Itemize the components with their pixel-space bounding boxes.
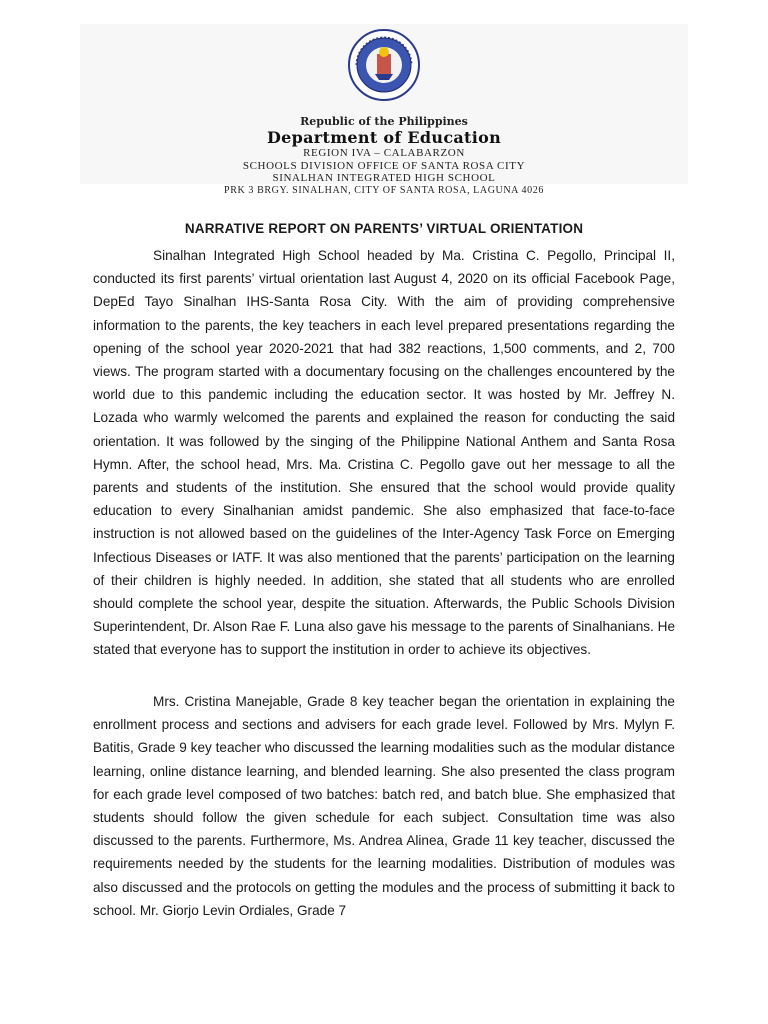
document-title: NARRATIVE REPORT ON PARENTS’ VIRTUAL ORIENTATION: [184, 221, 584, 236]
republic-line: Republic of the Philippines: [300, 115, 468, 128]
department-line: Department of Education: [266, 127, 502, 147]
paragraph-2: Mrs. Cristina Manejable, Grade 8 key teacher began the orientation in explaining the enrollment process and sections and advisers for each grade level. Followed by Mrs. Mylyn F. Batitis, Grade 9 key teacher who discussed the learning modalities such as the modular distance learning, online distance learning, and blended learning. She also presented the class program for each grade level composed of two batches: batch red, and batch blue. She emphasized that students should follow the given schedule for each subject. Consultation time was also discussed to the parents. Furthermore, Ms. Andrea Alinea, Grade 11 key teacher, discussed the requirements needed by the students for the learning modalities. Distribution of modules was also discussed and the protocols on getting the modules and the process of submitting it back to school. Mr. Giorjo Levin Ordiales, Grade 7: [93, 694, 675, 918]
address-line: PRK 3 BRGY. SINALHAN, CITY OF SANTA ROSA, LAGUNA 4026: [224, 184, 544, 196]
letterhead: [80, 24, 688, 196]
deped-seal-icon: [347, 28, 421, 102]
division-line: SCHOOLS DIVISION OFFICE OF SANTA ROSA CITY: [242, 159, 526, 172]
school-line: SINALHAN INTEGRATED HIGH SCHOOL: [272, 172, 496, 185]
paragraph-1: Sinalhan Integrated High School headed by Ma. Cristina C. Pegollo, Principal II, conducted its first parents’ virtual orientation last August 4, 2020 on its official Facebook Page, DepEd Tayo Sinalhan IHS-Santa Rosa City. With the aim of providing comprehensive information to the parents, the key teachers in each level prepared presentations regarding the opening of the school year 2020-2021 that had 382 reactions, 1,500 comments, and 2, 700 views. The program started with a documentary focusing on the challenges encountered by the world due to this pandemic including the education sector. It was hosted by Mr. Jeffrey N. Lozada who warmly welcomed the parents and explained the reason for conducting the said orientation. It was followed by the singing of the Philippine National Anthem and Santa Rosa Hymn. After, the school head, Mrs. Ma. Cristina C. Pegollo gave out her message to all the parents and students of the institution. She ensured that the school would provide quality education to every Sinalhanian amidst pandemic. She also emphasized that face-to-face instruction is not allowed based on the guidelines of the Inter-Agency Task Force on Emerging Infectious Diseases or IATF. It was also mentioned that the parents’ participation on the learning of their children is highly needed. In addition, she stated that all students who are enrolled should complete the school year, despite the situation. Afterwards, the Public Schools Division Superintendent, Dr. Alson Rae F. Luna also gave his message to the parents of Sinalhanians. He stated that everyone has to support the institution in order to achieve its objectives.: [93, 248, 675, 658]
region-line: REGION IVA – CALABARZON: [303, 147, 465, 160]
